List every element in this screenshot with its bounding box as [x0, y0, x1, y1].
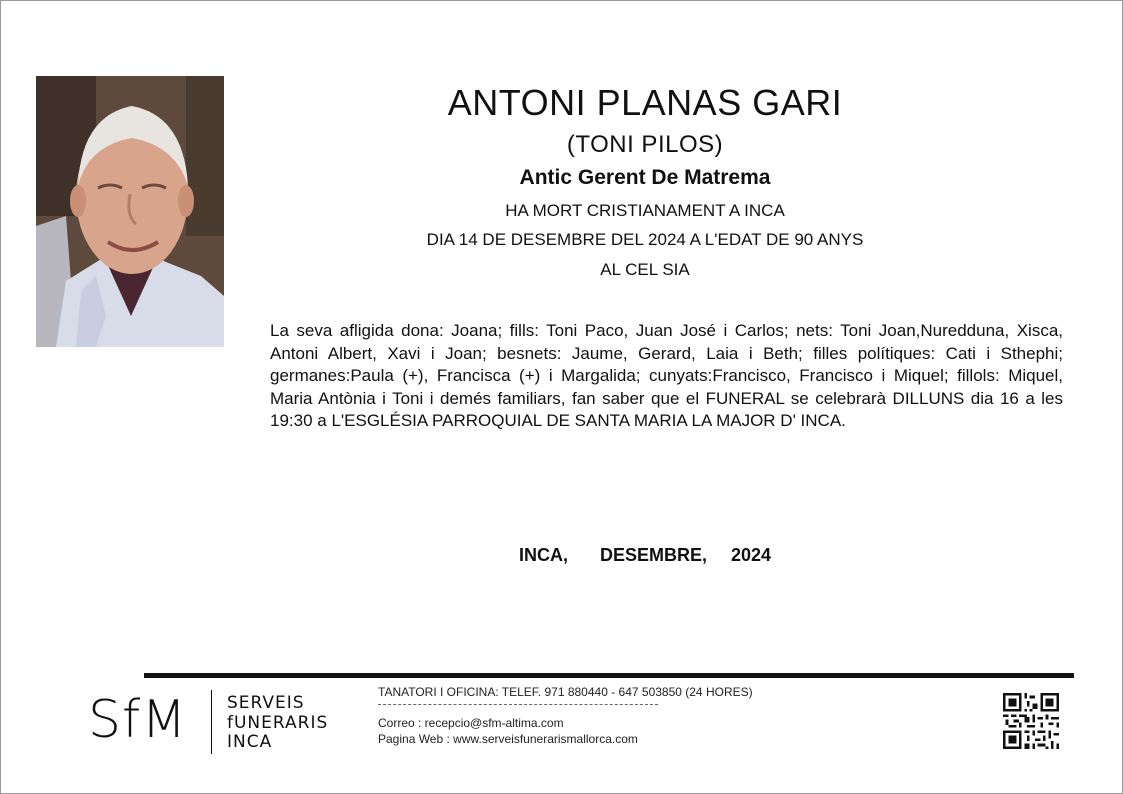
qr-code-icon [1003, 693, 1059, 749]
place-date-closing: INCA, DESEMBRE, 2024 [518, 545, 772, 565]
farewell-line: AL CEL SIA [600, 260, 690, 279]
footer-rule [144, 673, 1074, 678]
company-logo-text [227, 694, 328, 753]
death-place-line: HA MORT CRISTIANAMENT A INCA [505, 201, 785, 220]
logo-line-2: fUNERARIS [227, 712, 329, 733]
company-logo-mark: SfM [88, 690, 188, 750]
email-line: Correo : recepcio@sfm-altima.com [378, 716, 564, 730]
death-date-line: DIA 14 DE DESEMBRE DEL 2024 A L'EDAT DE 90 ANYS [426, 230, 864, 249]
logo-divider [211, 690, 212, 754]
logo-line-1: SERVEIS [227, 693, 305, 713]
dashed-separator [378, 703, 658, 705]
phone-line: TANATORI I OFICINA: TELEF. 971 880440 - 647 503850 (24 HORES) [378, 685, 753, 699]
website-line: Pagina Web : www.serveisfunerarismallorca.com [378, 732, 638, 746]
deceased-role: Antic Gerent De Matrema [519, 166, 771, 189]
family-notice-text: La seva afligida dona: Joana; fills: Toni Paco, Juan José i Carlos; nets: Toni Joan,Nuredduna, Xisca, Antoni Albert, Xavi i Joan; besnets: Jaume, Gerard, Laia i Beth; filles polítiques: Cati i Sthephi; germanes:Paula (+), Francisca (+) i Margalida; cunyats:Francisco, Francisco i Miquel; fillols: Miquel, Maria Antònia i Toni i demés familiars, fan saber que el FUNERAL se celebrarà DILLUNS dia 16 a les 19:30 a L'ESGLÉSIA PARROQUIAL DE SANTA MARIA LA MAJOR D' INCA. [270, 321, 1063, 430]
contact-block [378, 684, 753, 747]
logo-line-3: INCA [227, 732, 273, 752]
portrait-photo [36, 76, 224, 347]
deceased-nickname: (TONI PILOS) [566, 131, 724, 158]
deceased-name: ANTONI PLANAS GARI [447, 82, 843, 123]
